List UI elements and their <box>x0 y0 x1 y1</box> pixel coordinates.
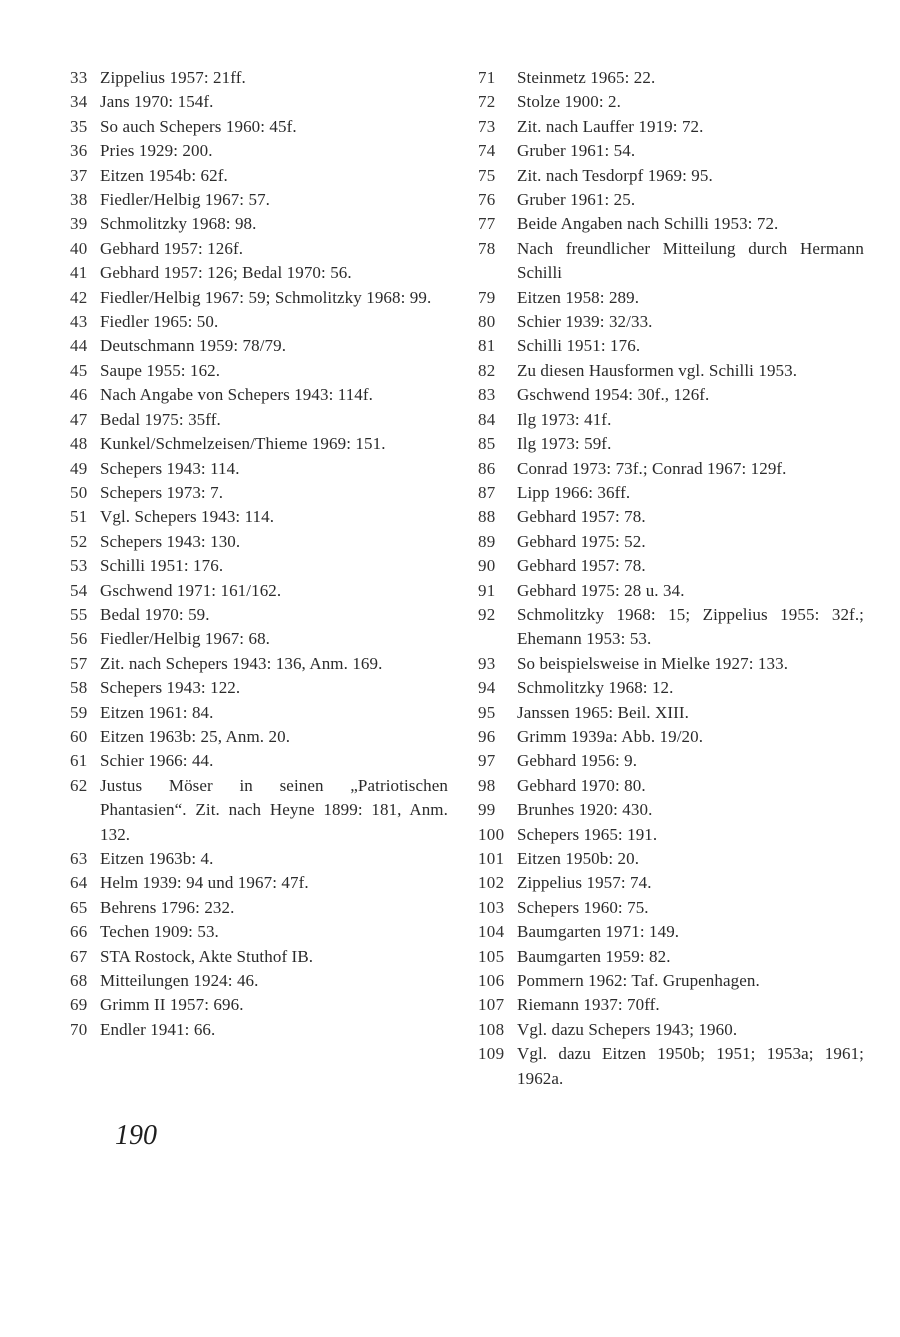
note <box>478 481 864 505</box>
note-number: 83 <box>478 385 496 405</box>
note-number: 41 <box>70 263 88 283</box>
note-text: Schilli 1951: 176. <box>517 336 641 356</box>
note-text: Kunkel/Schmelzeisen/Thieme 1969: 151. <box>100 434 386 454</box>
notes-column-left <box>70 66 448 1042</box>
note-text: Grimm 1939a: Abb. 19/20. <box>517 726 704 746</box>
note-number: 45 <box>70 360 88 380</box>
note <box>478 798 864 822</box>
note-text: Helm 1939: 94 und 1967: 47f. <box>100 873 309 893</box>
note <box>478 969 864 993</box>
note <box>478 676 864 700</box>
note <box>478 993 864 1017</box>
note-number: 59 <box>70 702 88 722</box>
note-text: Lipp 1966: 36ff. <box>517 482 631 502</box>
note-text: Gebhard 1975: 28 u. 34. <box>517 580 685 600</box>
note-text: Zit. nach Tesdorpf 1969: 95. <box>517 165 713 185</box>
note-text: Gruber 1961: 25. <box>517 190 636 210</box>
note <box>70 481 448 505</box>
note <box>478 188 864 212</box>
note <box>478 1042 864 1091</box>
note-number: 78 <box>478 238 496 258</box>
note <box>478 90 864 114</box>
note-text: Beide Angaben nach Schilli 1953: 72. <box>517 214 779 234</box>
note-number: 44 <box>70 336 88 356</box>
note <box>70 286 448 310</box>
note-text: Nach Angabe von Schepers 1943: 114f. <box>100 385 374 405</box>
note-text: Gebhard 1957: 78. <box>517 556 646 576</box>
note <box>70 164 448 188</box>
note <box>70 725 448 749</box>
note-number: 69 <box>70 995 88 1015</box>
note <box>478 847 864 871</box>
note-number: 101 <box>478 849 505 868</box>
note <box>70 261 448 285</box>
note-number: 96 <box>478 726 496 746</box>
note-text: Gruber 1961: 54. <box>517 141 636 161</box>
note-number: 82 <box>478 360 496 380</box>
note <box>478 310 864 334</box>
note <box>478 212 864 236</box>
note-number: 60 <box>70 726 88 746</box>
note-text: Gebhard 1975: 52. <box>517 531 646 551</box>
note <box>70 701 448 725</box>
note-text: Zit. nach Schepers 1943: 136, Anm. 169. <box>100 653 383 673</box>
note <box>70 652 448 676</box>
note <box>70 896 448 920</box>
note-number: 34 <box>70 92 88 112</box>
note-text: Grimm II 1957: 696. <box>100 995 244 1015</box>
note-text: Schepers 1943: 114. <box>100 458 240 478</box>
note-text: Ilg 1973: 41f. <box>517 409 612 429</box>
note-text: Schepers 1943: 122. <box>100 678 241 698</box>
note-text: Stolze 1900: 2. <box>517 92 621 112</box>
note-number: 47 <box>70 409 88 429</box>
note <box>70 603 448 627</box>
note-text: Fiedler/Helbig 1967: 68. <box>100 629 271 649</box>
note-text: Schepers 1965: 191. <box>517 824 658 844</box>
note-number: 40 <box>70 238 88 258</box>
note-number: 102 <box>478 873 505 893</box>
note-text: Endler 1941: 66. <box>100 1019 216 1039</box>
note <box>478 139 864 163</box>
note-number: 106 <box>478 971 505 991</box>
note-text: Eitzen 1963b: 25, Anm. 20. <box>100 726 291 746</box>
note-number: 38 <box>70 190 88 210</box>
note-text: Schmolitzky 1968: 98. <box>100 214 257 234</box>
note-number: 77 <box>478 214 496 234</box>
note <box>478 749 864 773</box>
note <box>70 530 448 554</box>
note <box>70 627 448 651</box>
note-text: Eitzen 1950b: 20. <box>517 849 640 868</box>
note-text: Schepers 1943: 130. <box>100 531 241 551</box>
note-number: 79 <box>478 287 496 307</box>
note-number: 55 <box>70 604 88 624</box>
note <box>478 1018 864 1042</box>
note-number: 54 <box>70 580 88 600</box>
note-number: 80 <box>478 312 496 332</box>
note <box>70 920 448 944</box>
note-text: Eitzen 1961: 84. <box>100 702 214 722</box>
note-number: 65 <box>70 897 88 917</box>
note-number: 92 <box>478 604 496 624</box>
note-number: 39 <box>70 214 88 234</box>
note-number: 75 <box>478 165 496 185</box>
note <box>478 701 864 725</box>
note-text: So auch Schepers 1960: 45f. <box>100 116 297 136</box>
note-number: 48 <box>70 434 88 454</box>
note-text: Zippelius 1957: 74. <box>517 873 652 893</box>
note-number: 50 <box>70 482 88 502</box>
note <box>70 847 448 871</box>
note <box>70 1018 448 1042</box>
note-number: 36 <box>70 141 88 161</box>
note-number: 93 <box>478 653 496 673</box>
note-text: Mitteilungen 1924: 46. <box>100 971 259 991</box>
note <box>70 676 448 700</box>
note-number: 57 <box>70 653 88 673</box>
note <box>70 334 448 358</box>
note <box>478 871 864 895</box>
notes-column-right <box>478 66 864 1091</box>
note-text: Pries 1929: 200. <box>100 141 213 161</box>
note-number: 99 <box>478 800 496 820</box>
note-number: 42 <box>70 287 88 307</box>
note <box>70 871 448 895</box>
note <box>478 725 864 749</box>
note <box>478 334 864 358</box>
note <box>478 237 864 286</box>
note <box>478 823 864 847</box>
note-text: Justus Möser in seinen „Patriotischen Phantasien“. Zit. nach Heyne 1899: 181, Anm. 132. <box>100 775 448 844</box>
note <box>478 652 864 676</box>
note-number: 81 <box>478 336 496 356</box>
note <box>70 90 448 114</box>
note <box>70 66 448 90</box>
note-text: Fiedler 1965: 50. <box>100 312 219 332</box>
note-text: Schmolitzky 1968: 15; Zippelius 1955: 32f.; Ehemann 1953: 53. <box>517 604 864 649</box>
note-text: Eitzen 1954b: 62f. <box>100 165 228 185</box>
note-number: 97 <box>478 751 496 771</box>
note-text: Vgl. Schepers 1943: 114. <box>100 507 275 527</box>
note-number: 43 <box>70 312 88 332</box>
note <box>70 139 448 163</box>
note-number: 70 <box>70 1019 88 1039</box>
note-number: 66 <box>70 922 88 942</box>
note <box>70 554 448 578</box>
note-number: 94 <box>478 678 496 698</box>
note-text: Steinmetz 1965: 22. <box>517 68 656 87</box>
note-number: 51 <box>70 507 88 527</box>
note-number: 61 <box>70 751 88 771</box>
note-number: 64 <box>70 873 88 893</box>
note-number: 85 <box>478 434 496 454</box>
note <box>70 969 448 993</box>
note-text: Eitzen 1958: 289. <box>517 287 640 307</box>
note-text: Janssen 1965: Beil. XIII. <box>517 702 690 722</box>
note <box>70 579 448 603</box>
note-text: Baumgarten 1959: 82. <box>517 946 671 966</box>
note-text: Fiedler/Helbig 1967: 59; Schmolitzky 1968: 99. <box>100 287 432 307</box>
note-text: Vgl. dazu Schepers 1943; 1960. <box>517 1019 738 1039</box>
note-text: Brunhes 1920: 430. <box>517 800 653 820</box>
note-number: 89 <box>478 531 496 551</box>
note-number: 108 <box>478 1019 505 1039</box>
note-text: Gschwend 1954: 30f., 126f. <box>517 385 710 405</box>
note-text: STA Rostock, Akte Stuthof IB. <box>100 946 314 966</box>
note-text: Jans 1970: 154f. <box>100 92 214 112</box>
note-number: 95 <box>478 702 496 722</box>
note <box>70 115 448 139</box>
note-number: 104 <box>478 922 505 942</box>
note-number: 90 <box>478 556 496 576</box>
note <box>478 554 864 578</box>
note <box>478 603 864 652</box>
note-number: 58 <box>70 678 88 698</box>
page-number: 190 <box>115 1120 157 1151</box>
note-number: 71 <box>478 68 496 87</box>
note <box>70 993 448 1017</box>
note-text: Bedal 1970: 59. <box>100 604 210 624</box>
note <box>478 66 864 90</box>
note-text: Conrad 1973: 73f.; Conrad 1967: 129f. <box>517 458 787 478</box>
note-text: Deutschmann 1959: 78/79. <box>100 336 287 356</box>
note-text: Schepers 1960: 75. <box>517 897 649 917</box>
note <box>478 408 864 432</box>
note <box>70 359 448 383</box>
note <box>70 237 448 261</box>
note-text: Zippelius 1957: 21ff. <box>100 68 246 87</box>
note <box>70 188 448 212</box>
note-number: 52 <box>70 531 88 551</box>
note <box>70 408 448 432</box>
note <box>70 457 448 481</box>
note <box>70 945 448 969</box>
note <box>70 432 448 456</box>
note-number: 33 <box>70 68 88 87</box>
note <box>478 432 864 456</box>
note-number: 46 <box>70 385 88 405</box>
note <box>478 505 864 529</box>
note-number: 76 <box>478 190 496 210</box>
note <box>478 383 864 407</box>
note-text: Gebhard 1957: 126f. <box>100 238 244 258</box>
note-text: Nach freundlicher Mitteilung durch Hermann Schilli <box>517 238 864 283</box>
note-number: 107 <box>478 995 505 1015</box>
note-text: Bedal 1975: 35ff. <box>100 409 221 429</box>
note-number: 103 <box>478 897 505 917</box>
note-number: 62 <box>70 775 88 795</box>
note-text: Schier 1966: 44. <box>100 751 214 771</box>
note <box>70 310 448 334</box>
note-number: 72 <box>478 92 496 112</box>
note-text: Gebhard 1957: 126; Bedal 1970: 56. <box>100 263 352 283</box>
note-text: Fiedler/Helbig 1967: 57. <box>100 190 271 210</box>
note-number: 67 <box>70 946 88 966</box>
note-text: So beispielsweise in Mielke 1927: 133. <box>517 653 789 673</box>
note-number: 91 <box>478 580 496 600</box>
note <box>70 383 448 407</box>
note-text: Pommern 1962: Taf. Grupenhagen. <box>517 971 760 991</box>
note-number: 87 <box>478 482 496 502</box>
note <box>478 286 864 310</box>
note <box>478 164 864 188</box>
note <box>478 359 864 383</box>
note <box>70 749 448 773</box>
note-text: Gebhard 1970: 80. <box>517 775 646 795</box>
note <box>478 530 864 554</box>
note-number: 84 <box>478 409 496 429</box>
note <box>478 115 864 139</box>
note-number: 35 <box>70 116 88 136</box>
note-text: Ilg 1973: 59f. <box>517 434 612 454</box>
note-text: Gebhard 1957: 78. <box>517 507 646 527</box>
note <box>478 945 864 969</box>
note-number: 63 <box>70 849 88 868</box>
note-number: 98 <box>478 775 496 795</box>
note-text: Gschwend 1971: 161/162. <box>100 580 282 600</box>
note-text: Schier 1939: 32/33. <box>517 312 653 332</box>
note-text: Gebhard 1956: 9. <box>517 751 638 771</box>
note-number: 73 <box>478 116 496 136</box>
note-number: 53 <box>70 556 88 576</box>
note <box>70 212 448 236</box>
note-text: Saupe 1955: 162. <box>100 360 221 380</box>
note-text: Zu diesen Hausformen vgl. Schilli 1953. <box>517 360 798 380</box>
note-text: Behrens 1796: 232. <box>100 897 235 917</box>
note <box>478 457 864 481</box>
note <box>70 774 448 847</box>
note-text: Eitzen 1963b: 4. <box>100 849 214 868</box>
note-number: 56 <box>70 629 88 649</box>
note-number: 88 <box>478 507 496 527</box>
note-text: Schilli 1951: 176. <box>100 556 224 576</box>
note-number: 105 <box>478 946 505 966</box>
note <box>478 920 864 944</box>
note-text: Schmolitzky 1968: 12. <box>517 678 674 698</box>
note-number: 68 <box>70 971 88 991</box>
note <box>70 505 448 529</box>
note-number: 86 <box>478 458 496 478</box>
note-number: 49 <box>70 458 88 478</box>
note-text: Techen 1909: 53. <box>100 922 219 942</box>
note <box>478 896 864 920</box>
note <box>478 579 864 603</box>
note <box>478 774 864 798</box>
note-number: 100 <box>478 824 505 844</box>
note-number: 74 <box>478 141 496 161</box>
note-text: Baumgarten 1971: 149. <box>517 922 680 942</box>
note-text: Zit. nach Lauffer 1919: 72. <box>517 116 704 136</box>
note-number: 37 <box>70 165 88 185</box>
note-text: Schepers 1973: 7. <box>100 482 224 502</box>
note-number: 109 <box>478 1044 505 1064</box>
note-text: Riemann 1937: 70ff. <box>517 995 660 1015</box>
note-text: Vgl. dazu Eitzen 1950b; 1951; 1953a; 1961; 1962a. <box>517 1044 864 1088</box>
